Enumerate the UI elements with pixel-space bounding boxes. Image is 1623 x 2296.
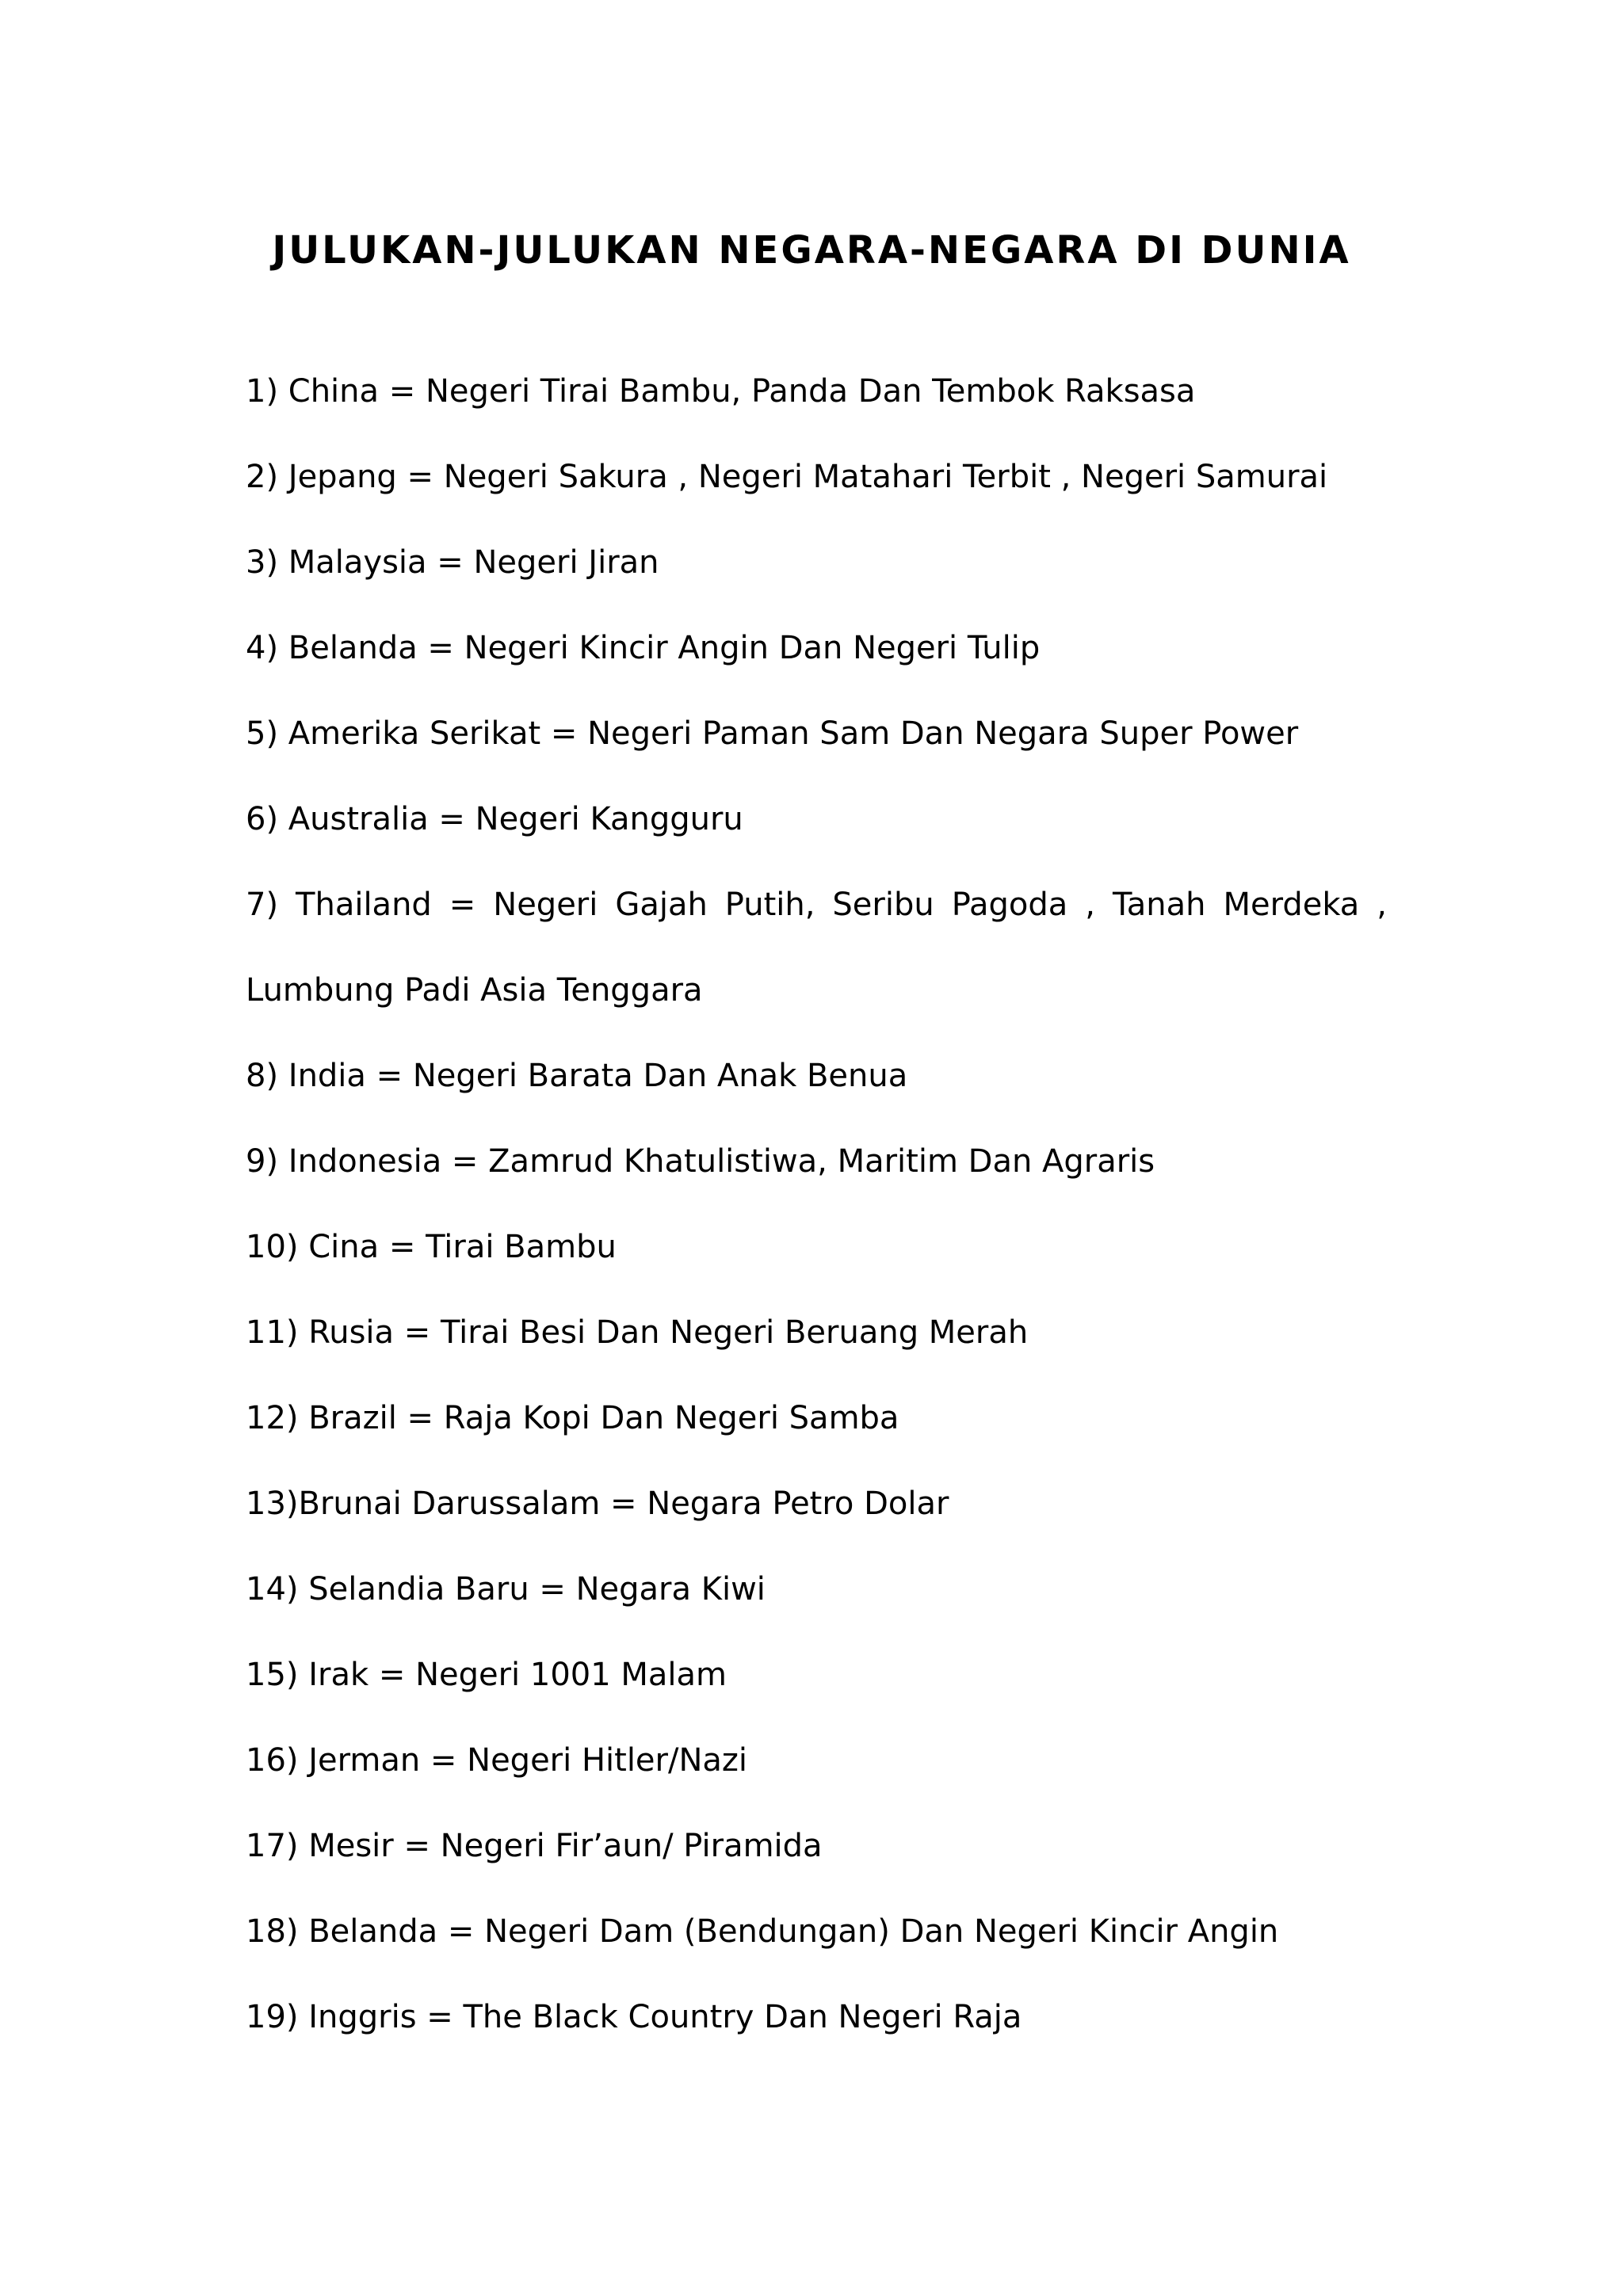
list-item: 19) Inggris = The Black Country Dan Negeri Raja	[246, 1999, 1022, 2035]
list-item: 10) Cina = Tirai Bambu	[246, 1229, 617, 1265]
list-item: 16) Jerman = Negeri Hitler/Nazi	[246, 1742, 748, 1779]
list-item: 4) Belanda = Negeri Kincir Angin Dan Negeri Tulip	[246, 630, 1041, 666]
list-item: 14) Selandia Baru = Negara Kiwi	[246, 1571, 766, 1608]
list-item: 6) Australia = Negeri Kangguru	[246, 801, 743, 837]
list-item: 3) Malaysia = Negeri Jiran	[246, 544, 659, 581]
list-item: 5) Amerika Serikat = Negeri Paman Sam Dan Negara Super Power	[246, 715, 1299, 752]
nickname-list	[246, 349, 1387, 2060]
list-item: 17) Mesir = Negeri Fir’aun/ Piramida	[246, 1828, 823, 1864]
list-item: 8) India = Negeri Barata Dan Anak Benua	[246, 1058, 908, 1094]
list-item: 15) Irak = Negeri 1001 Malam	[246, 1657, 727, 1693]
list-item: 1) China = Negeri Tirai Bambu, Panda Dan Tembok Raksasa	[246, 373, 1196, 410]
list-item: 2) Jepang = Negeri Sakura , Negeri Matahari Terbit , Negeri Samurai	[246, 459, 1328, 495]
list-item: 11) Rusia = Tirai Besi Dan Negeri Beruang Merah	[246, 1314, 1029, 1351]
list-item: 12) Brazil = Raja Kopi Dan Negeri Samba	[246, 1400, 899, 1436]
list-item: 18) Belanda = Negeri Dam (Bendungan) Dan Negeri Kincir Angin	[246, 1913, 1279, 1950]
list-item-continuation: Lumbung Padi Asia Tenggara	[246, 972, 703, 1009]
document-title: JULUKAN-JULUKAN NEGARA-NEGARA DI DUNIA	[272, 228, 1351, 273]
list-item: 9) Indonesia = Zamrud Khatulistiwa, Maritim Dan Agraris	[246, 1143, 1155, 1180]
list-item: 7) Thailand = Negeri Gajah Putih, Seribu Pagoda , Tanah Merdeka ,	[246, 887, 1387, 923]
list-item: 13)Brunai Darussalam = Negara Petro Dolar	[246, 1486, 949, 1522]
